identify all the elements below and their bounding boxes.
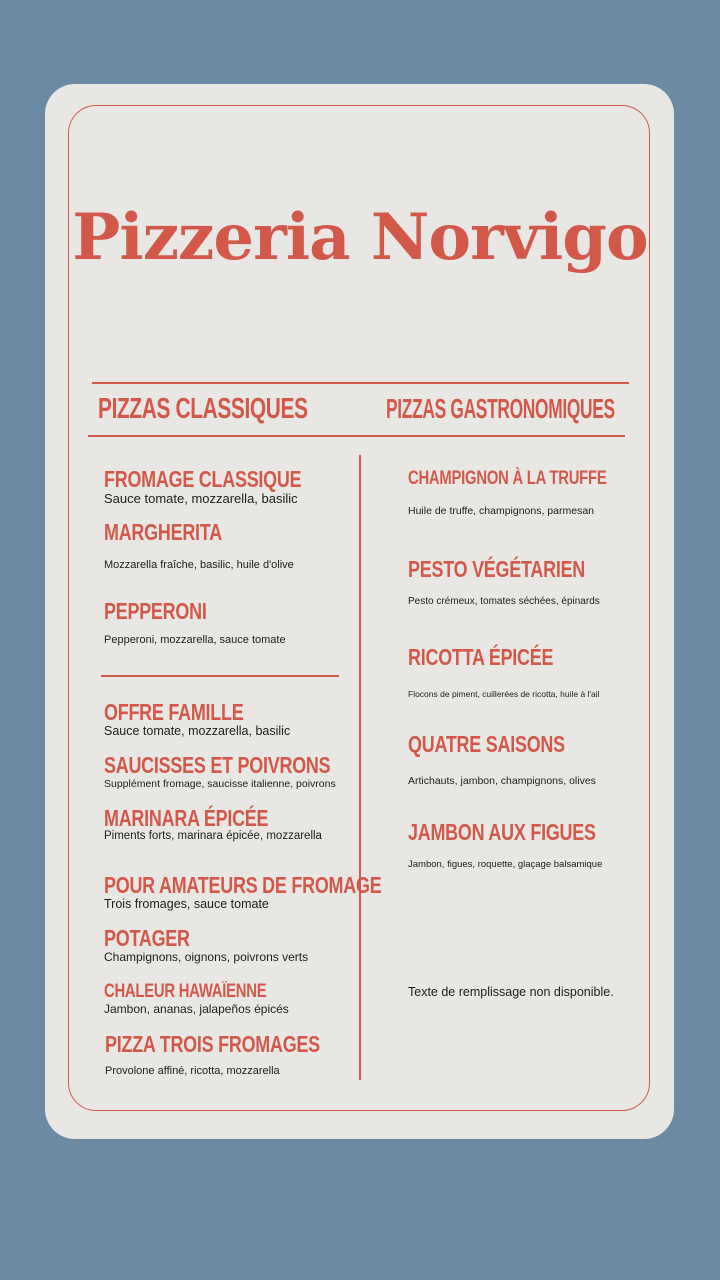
menu-item-description: Provolone affiné, ricotta, mozzarella [105,1065,280,1077]
menu-item-name: POUR AMATEURS DE FROMAGE [104,872,382,898]
menu-item-description: Pesto crémeux, tomates séchées, épinards [408,596,600,607]
menu-item [104,598,286,646]
menu-item-name: QUATRE SAISONS [408,731,565,757]
right-section-heading: PIZZAS GASTRONOMIQUES [386,393,615,424]
menu-item-name: FROMAGE CLASSIQUE [104,466,302,492]
menu-item [104,981,312,1016]
menu-item [408,556,635,607]
menu-item-description: Sauce tomate, mozzarella, basilic [104,491,298,506]
filler-text-label: Texte de remplissage non disponible. [408,985,614,999]
header-bottom-rule [88,435,625,437]
menu-item-name: SAUCISSES ET POIVRONS [104,752,331,778]
menu-item [104,752,394,790]
filler-text [408,985,614,999]
menu-item-description: Flocons de piment, cuillerées de ricotta, huile à l'ail [408,689,600,699]
menu-item [104,519,294,571]
menu-item [408,731,609,787]
header-top-rule [92,382,629,384]
menu-item-name: PIZZA TROIS FROMAGES [105,1031,320,1057]
menu-item-description: Jambon, figues, roquette, glaçage balsamique [408,859,603,870]
menu-item-description: Artichauts, jambon, champignons, olives [408,775,596,787]
menu-item-description: Supplément fromage, saucisse italienne, poivrons [104,778,336,790]
menu-item-description: Sauce tomate, mozzarella, basilic [104,724,291,738]
menu-item [104,699,290,738]
menu-item-description: Mozzarella fraîche, basilic, huile d'olive [104,559,294,571]
menu-item [104,805,322,842]
menu-item [104,925,308,964]
menu-item-name: RICOTTA ÉPICÉE [408,644,554,670]
menu-item [104,466,357,506]
menu-item-name: CHAMPIGNON À LA TRUFFE [408,468,607,489]
menu-item-description: Trois fromages, sauce tomate [104,897,269,911]
left-section-divider [101,675,339,677]
menu-item-description: Jambon, ananas, jalapeños épicés [104,1002,289,1016]
menu-item-name: OFFRE FAMILLE [104,699,244,725]
menu-item [104,872,460,911]
left-section-heading: PIZZAS CLASSIQUES [98,393,308,425]
restaurant-title: Pizzeria Norvigo [72,200,648,275]
menu-item-name: POTAGER [104,925,190,951]
menu-item [105,1031,381,1077]
menu-item-name: PESTO VÉGÉTARIEN [408,556,586,582]
menu-item-name: MARGHERITA [104,519,222,545]
menu-item-description: Champignons, oignons, poivrons verts [104,950,309,964]
menu-item-name: PEPPERONI [104,598,207,624]
menu-item-name: MARINARA ÉPICÉE [104,805,269,831]
menu-item [408,468,662,517]
menu-item-description: Piments forts, marinara épicée, mozzarella [104,830,322,842]
menu-item [408,644,600,699]
menu-item-description: Pepperoni, mozzarella, sauce tomate [104,634,286,646]
menu-item-name: CHALEUR HAWAÏENNE [104,981,267,1002]
menu-item-description: Huile de truffe, champignons, parmesan [408,505,594,517]
menu-item [408,819,649,870]
menu-item-name: JAMBON AUX FIGUES [408,819,596,845]
